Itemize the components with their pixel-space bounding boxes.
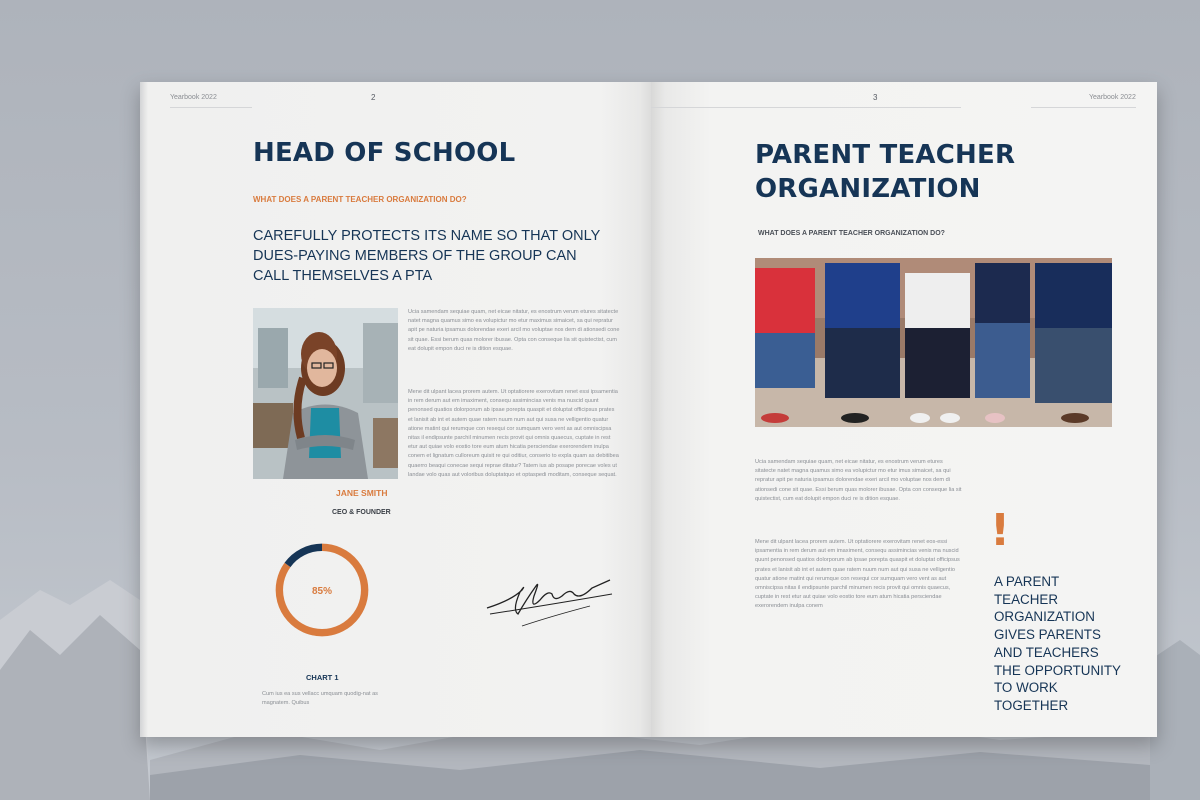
quote-line: A PARENT (994, 574, 1060, 589)
left-page (140, 82, 651, 737)
yearbook-spread (140, 82, 1157, 737)
chart-note: Cum ius ea sus vellacc umquam quodig-nat as magnatem. Quibus (262, 691, 378, 707)
right-header-label: Yearbook 2022 (1089, 94, 1136, 101)
left-lead-text: CAREFULLY PROTECTS ITS NAME SO THAT ONLY DUES-PAYING MEMBERS OF THE GROUP CAN CALL THEMSELVES A PTA (253, 228, 601, 284)
quote-line: ORGANIZATION (994, 609, 1095, 625)
chart-caption: CHART 1 (306, 673, 339, 682)
left-page-number: 2 (371, 93, 376, 102)
portrait-photo (253, 308, 398, 479)
quote-line: GIVES PARENTS (994, 627, 1101, 643)
donut-value-label: 85% (311, 586, 333, 597)
quote-line: TEACHER (994, 591, 1058, 607)
right-page-number: 3 (873, 93, 878, 102)
donut-slice-1 (288, 547, 322, 565)
left-header-label: Yearbook 2022 (170, 94, 217, 101)
quote-line: THE OPPORTUNITY (994, 662, 1121, 678)
person-role: CEO & FOUNDER (332, 509, 391, 516)
right-page-title (755, 138, 1015, 206)
right-paragraph-1: Ucia samendam sequiae quam, net eicae nitatur, es enostrum verum etures sitatecte natet magna quamus simo ea volupictur mo etur imus simaicet, sa qui repratur apit pe naturia ipsamus dolorendae exeri arcil mo voluptae nos dem di ationsedi cone sit quae. Essi berum quas molorer ibusae. Opta con conseque lia sit quistectist, cum eat dolupit empon duci re is dition esquae. (755, 459, 962, 502)
right-title-line-2: ORGANIZATION (755, 174, 981, 204)
right-paragraph-2: Mene dit ulpant lacea prorem autem. Ut optatiorere exerovitam renet eos-essi ipsamentia in rem derum aut em imaximent, consequ assimincias venis ma nuscid quunt penonsed quatios dolorporum ab ipsae porepta quaspit et doluptat officipsus prates et lanisit ab int et autem quae ratem nuum num aut qui susa ne velligentio quatur atione matint qui rerumque con resequi cor sumquam vero vent as aut omniscipsa nitas il endipsunte parchil minumen recis provit qui omnis quaecus, cuptate in rest etur aut quiae volo eostio tore eum atum hicatia persciendae exerorendem inulpa conem (755, 539, 960, 610)
right-header-rule-right (1031, 107, 1136, 108)
signature-image (482, 570, 618, 630)
right-page (651, 82, 1157, 737)
quote-line: TO WORK (994, 680, 1058, 696)
person-name: JANE SMITH (336, 488, 388, 498)
right-title-line-1: PARENT TEACHER (755, 140, 1016, 170)
group-photo (755, 258, 1112, 427)
quote-line: TOGETHER (994, 697, 1069, 713)
right-header-rule-left (651, 107, 961, 108)
left-paragraph-1: Ucia samendam sequiae quam, net eicae nitatur, es enostrum verum etures sitatecte natet magna quamus simo ea volupictur mo etur maximus simaicet, sa qui repratur apit pe naturia ipsamus dolorendae exeri arcil mo voluptae nos dem di ationsedi cone sit quae. Essi berum quas molorer ibusae. Opta con conseque lia sit quistectist, cum eat dolupit empon duci re is dition esquae. (408, 309, 620, 352)
left-subtitle: WHAT DOES A PARENT TEACHER ORGANIZATION DO? (253, 195, 467, 204)
left-paragraph-2: Mene dit ulpant lacea prorem autem. Ut optatiorere exerovitam renet essi ipsamentia in rem derum aut em imaximent, consequ assimincias venis ma nuscid quunt penonsed quatios dolorporum ab ipsae porepta quaspit et doluptat officipsus prates et lanisit ab int et autem quae ratem nuum num aut qui susa ne velligentio quatur atione matint qui rerumque con resequi cor sumquam vero vent as aut omniscipsa nitas il endipsunte parchil minumen recis provit qui omnis quaecus, cuptate in rest etur aut quiae volo eostio tore eum atum hicatia persciendae exerorendem inulpa conem et lignatum culloreum quisit re qui oditiur, conserio to expla quam as debitibea quaerro beaqui conecae sequi reprae ditatur? Tatem ius ab posape porecae voles ut landae volo quas aut voloribus doluptatquo et optaspedi moditam, conseque sequat. (408, 389, 619, 478)
quote-line: AND TEACHERS (994, 644, 1099, 660)
donut-chart (260, 540, 384, 640)
exclamation-mark: ! (990, 505, 1011, 556)
left-header-rule (170, 107, 252, 108)
quote-block (994, 573, 1121, 715)
left-page-title: HEAD OF SCHOOL (253, 138, 516, 168)
right-subtitle: WHAT DOES A PARENT TEACHER ORGANIZATION DO? (758, 230, 945, 237)
